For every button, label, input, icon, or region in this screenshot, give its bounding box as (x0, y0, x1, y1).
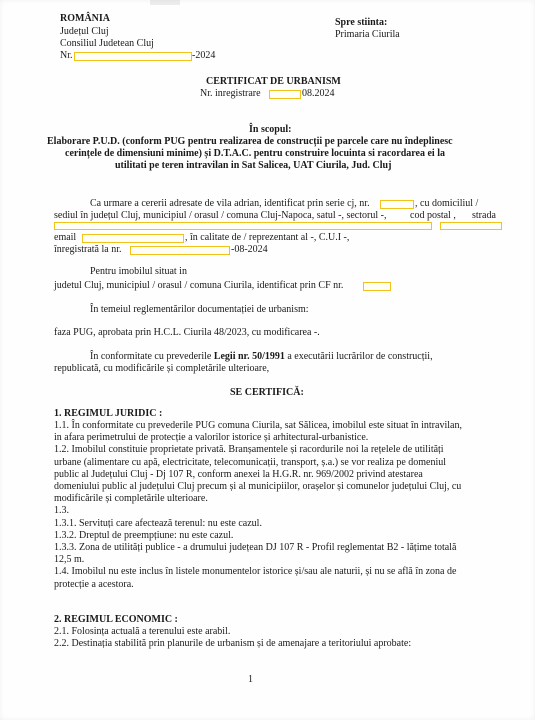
redaction-box (130, 246, 230, 255)
section-line: 1.2. Imobilul constituie proprietate privată. Branșamentele și racordurile noi la rețelele de utilități (54, 444, 444, 456)
section-line: 1.1. În conformitate cu prevederile PUG comuna Ciurila, sat Sălicea, imobilul este situat în intravilan, (54, 420, 462, 431)
request-text: , cu domiciliul / (415, 198, 479, 209)
page-number: 1 (248, 674, 253, 685)
request-text: sediul în județul Cluj, municipiul / orasul / comuna Cluj-Napoca, satul -, sectorul -, (54, 210, 387, 221)
section-line: 1.3.1. Servituți care afectează terenul: nu este cazul. (54, 517, 262, 529)
header-council: Consiliul Judetean Cluj (60, 38, 154, 49)
certificate-title: CERTIFICAT DE URBANISM (206, 76, 341, 87)
section-line: 1.3.2. Dreptul de preempțiune: nu este cazul. (54, 529, 234, 541)
header-country: ROMÂNIA (60, 13, 110, 24)
certifies-heading: SE CERTIFICĂ: (230, 387, 304, 398)
scope-heading: În scopul: (249, 124, 292, 135)
property-text: Pentru imobilul situat in (90, 266, 187, 277)
scan-mark (150, 0, 180, 5)
redaction-box (54, 222, 432, 230)
section-line: 1.4. Imobilul nu este inclus în listele monumentelor istorice și/sau ale naturii, și nu se află în zona de (54, 566, 457, 578)
basis-text: În conformitate cu prevederile Legii nr. 50/1991 a executării lucrărilor de construcții, (90, 351, 433, 362)
request-text: email (54, 232, 77, 243)
law-reference: Legii nr. 50/1991 (213, 351, 285, 362)
recipient-label: Spre stiinta: (335, 17, 388, 28)
basis-text: republicată, cu modificările și completările ulterioare, (54, 363, 270, 374)
redaction-box (82, 234, 184, 243)
scope-line: utilitati pe teren intravilan in Sat Salicea, UAT Ciurila, Jud. Cluj (115, 160, 392, 171)
redaction-box (74, 52, 192, 61)
redaction-box (380, 200, 414, 209)
request-text: -08-2024 (231, 244, 268, 255)
recipient-value: Primaria Ciurila (335, 29, 400, 40)
basis-text: În temeiul reglementărilor documentației de urbanism: (90, 304, 309, 315)
request-text: strada (472, 210, 496, 221)
property-text: judetul Cluj, municipiul / orasul / comuna Ciurila, identificat prin CF nr. (54, 280, 344, 291)
section-line: 1.3.3. Zona de utilități publice - a drumului județean DJ 107 R - Profil reglementat B2 - lățime totală (54, 542, 457, 553)
section-heading: 2. REGIMUL ECONOMIC : (54, 614, 178, 625)
registration-suffix: 08.2024 (302, 88, 335, 99)
scope-line: Elaborare P.U.D. (conform PUG pentru realizarea de construcții pe parcele care nu îndeplinesc (47, 136, 453, 147)
redaction-box (440, 222, 502, 230)
request-text: cod postal , (410, 210, 456, 221)
section-line: 1.3. (54, 505, 69, 517)
section-line: 2.2. Destinația stabilită prin planurile de urbanism și de amenajare a teritoriului aprobate: (54, 638, 412, 649)
section-line: domeniului public al județului Cluj precum și al municipiilor, orașelor și comunelor județului Cluj, cu (54, 481, 462, 492)
section-line: 12,5 m. (54, 554, 85, 566)
basis-text: faza PUG, aprobata prin H.C.L. Ciurila 48/2023, cu modificarea -. (54, 327, 320, 338)
request-text: , în calitate de / reprezentant al -, C.U.I -, (185, 232, 350, 243)
redaction-box (269, 90, 301, 99)
section-line: protecție a acestora. (54, 578, 134, 590)
request-text: Ca urmare a cererii adresate de vila adrian, identificat prin serie cj, nr. (90, 198, 370, 209)
section-heading: 1. REGIMUL JURIDIC : (54, 408, 163, 419)
section-line: 2.1. Folosința actuală a terenului este arabil. (54, 626, 231, 637)
section-line: urbane (alimentare cu apă, electricitate, telecomunicații, transport, ș.a.) se vor realiza pe domeniul (54, 456, 447, 468)
redaction-box (363, 282, 391, 291)
section-line: public al Județului Cluj - Dj 107 R, conform anexei la H.G.R. nr. 969/2002 privind atestarea (54, 468, 423, 480)
header-nr-label: Nr. (60, 50, 73, 61)
scope-line: cerințele de dimensiuni minime) și D.T.A.C. pentru construire locuinta si racordarea ei la (65, 148, 445, 159)
header-nr-suffix: -2024 (192, 50, 216, 61)
header-county: Județul Cluj (60, 26, 109, 37)
section-line: in afara perimetrului de protecție a valorilor istorice și arhitectural-urbanistice. (54, 432, 369, 444)
section-line: modificările și completările ulterioare. (54, 493, 208, 505)
registration-label: Nr. inregistrare (200, 88, 261, 99)
request-text: înregistrată la nr. (54, 244, 122, 255)
